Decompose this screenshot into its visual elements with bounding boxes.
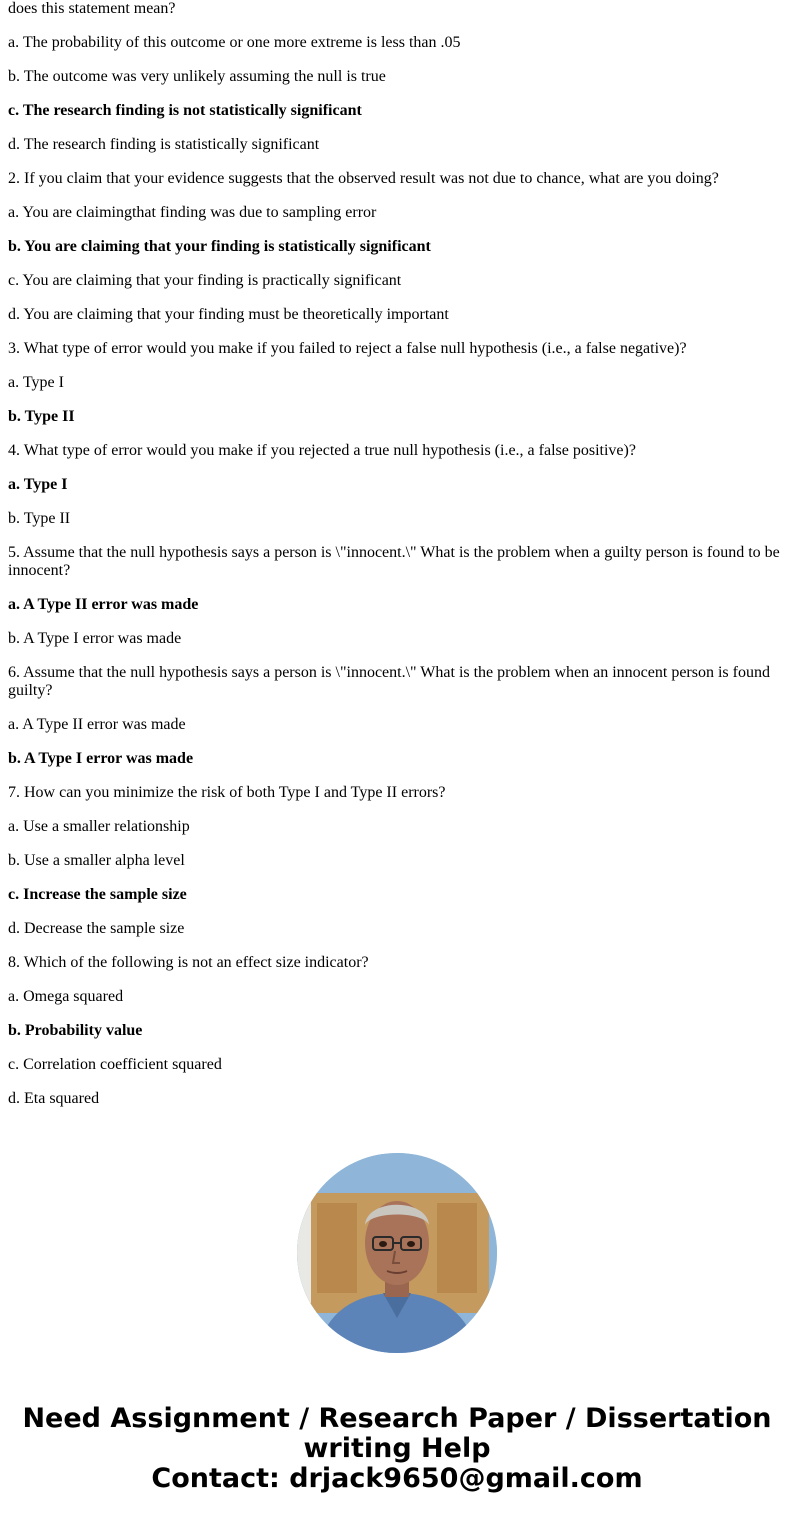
answer-option: d. Eta squared xyxy=(8,1090,100,1107)
question-prompt: 3. What type of error would you make if you failed to reject a false null hypothesis (i.e., a false negative)? xyxy=(8,340,687,357)
answer-option-correct: a. Type I xyxy=(8,476,68,493)
footer-contact: Contact: drjack9650@gmail.com xyxy=(151,1463,643,1494)
answer-option-correct: b. A Type I error was made xyxy=(8,750,194,767)
answer-option-correct: c. Increase the sample size xyxy=(8,886,187,903)
question-prompt: does this statement mean? xyxy=(8,0,176,17)
answer-option: a. Omega squared xyxy=(8,988,124,1005)
question-prompt: 8. Which of the following is not an effect size indicator? xyxy=(8,954,369,971)
answer-option: b. The outcome was very unlikely assuming the null is true xyxy=(8,68,386,85)
question-prompt: 2. If you claim that your evidence suggests that the observed result was not due to chance, what are you doing? xyxy=(8,170,719,187)
quiz-content xyxy=(8,0,786,1124)
answer-option-correct: b. Probability value xyxy=(8,1022,143,1039)
answer-option: d. Decrease the sample size xyxy=(8,920,185,937)
answer-option-correct: c. The research finding is not statistically significant xyxy=(8,102,362,119)
avatar xyxy=(297,1153,497,1353)
answer-option: b. Use a smaller alpha level xyxy=(8,852,185,869)
answer-option-correct: b. Type II xyxy=(8,408,75,425)
footer-banner xyxy=(0,1404,794,1494)
answer-option: a. Type I xyxy=(8,374,64,391)
answer-option: a. A Type II error was made xyxy=(8,716,186,733)
answer-option: a. You are claimingthat finding was due to sampling error xyxy=(8,204,377,221)
answer-option: b. A Type I error was made xyxy=(8,630,182,647)
question-prompt: 6. Assume that the null hypothesis says a person is \"innocent.\" What is the problem when an innocent person is found guilty? xyxy=(8,664,770,699)
answer-option: c. Correlation coefficient squared xyxy=(8,1056,222,1073)
footer-line-2: writing Help xyxy=(303,1433,491,1464)
answer-option: d. The research finding is statistically significant xyxy=(8,136,320,153)
answer-option: a. The probability of this outcome or one more extreme is less than .05 xyxy=(8,34,461,51)
question-prompt: 4. What type of error would you make if you rejected a true null hypothesis (i.e., a false positive)? xyxy=(8,442,636,459)
question-prompt: 5. Assume that the null hypothesis says a person is \"innocent.\" What is the problem when a guilty person is found to be innocent? xyxy=(8,544,780,579)
question-prompt: 7. How can you minimize the risk of both Type I and Type II errors? xyxy=(8,784,446,801)
answer-option: d. You are claiming that your finding must be theoretically important xyxy=(8,306,449,323)
answer-option: b. Type II xyxy=(8,510,71,527)
footer-line-1: Need Assignment / Research Paper / Dissertation xyxy=(22,1403,772,1434)
answer-option: c. You are claiming that your finding is practically significant xyxy=(8,272,402,289)
answer-option-correct: b. You are claiming that your finding is statistically significant xyxy=(8,238,431,255)
person-portrait-icon xyxy=(297,1153,497,1353)
answer-option-correct: a. A Type II error was made xyxy=(8,596,199,613)
answer-option: a. Use a smaller relationship xyxy=(8,818,190,835)
